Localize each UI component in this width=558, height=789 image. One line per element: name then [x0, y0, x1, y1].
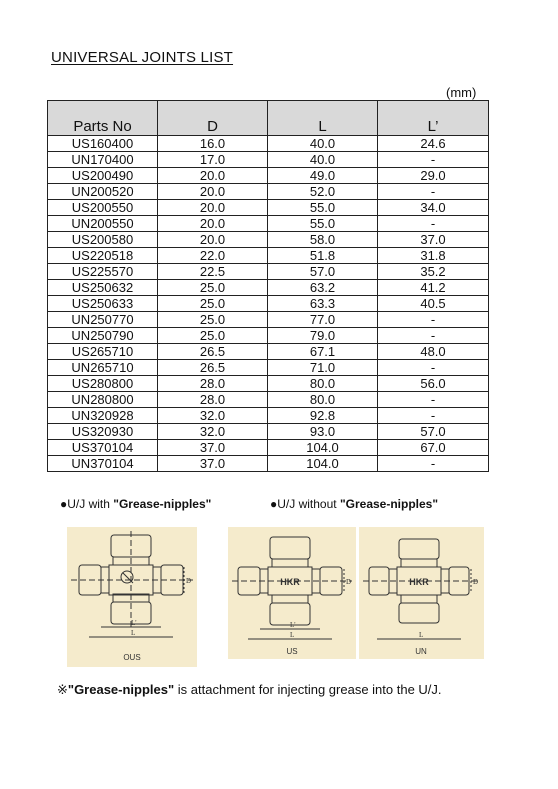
cell-l-prime: 24.6 [378, 136, 489, 152]
table-row [48, 232, 489, 248]
legend-with-bold: "Grease-nipples" [113, 497, 212, 511]
table-row [48, 328, 489, 344]
table-row [48, 168, 489, 184]
page-title: UNIVERSAL JOINTS LIST [51, 49, 234, 66]
cell-l-prime: - [378, 312, 489, 328]
cell-l-prime: 35.2 [378, 264, 489, 280]
table-row [48, 200, 489, 216]
hkr-stamp: HKR [280, 577, 300, 587]
table-row [48, 312, 489, 328]
cell-l: 71.0 [268, 360, 378, 376]
dim-d-label: D [473, 578, 479, 586]
table-row [48, 344, 489, 360]
dim-l-prime-label: L' [131, 619, 137, 627]
cell-l-prime: 40.5 [378, 296, 489, 312]
cell-l-prime: 31.8 [378, 248, 489, 264]
cell-l: 40.0 [268, 136, 378, 152]
bullet-icon: ● [270, 497, 278, 511]
table-row [48, 424, 489, 440]
cell-l-prime: - [378, 328, 489, 344]
table-row [48, 152, 489, 168]
cell-d: 25.0 [158, 312, 268, 328]
dim-l-label: L [290, 631, 295, 639]
cell-d: 25.0 [158, 296, 268, 312]
cell-l: 49.0 [268, 168, 378, 184]
cell-l: 58.0 [268, 232, 378, 248]
cell-l-prime: 67.0 [378, 440, 489, 456]
unit-label: (mm) [446, 85, 477, 100]
cell-d: 20.0 [158, 168, 268, 184]
table-row [48, 136, 489, 152]
cell-l-prime: - [378, 216, 489, 232]
cell-parts-no: UN250770 [48, 312, 158, 328]
cell-l: 55.0 [268, 200, 378, 216]
figure-caption-us: US [286, 647, 298, 656]
cell-d: 26.5 [158, 344, 268, 360]
cell-parts-no: UN320928 [48, 408, 158, 424]
cell-parts-no: UN200520 [48, 184, 158, 200]
cell-l-prime: 29.0 [378, 168, 489, 184]
figure-caption-ous: OUS [123, 653, 141, 662]
cell-l: 63.2 [268, 280, 378, 296]
dim-l-label: L [131, 629, 136, 637]
cell-parts-no: UN265710 [48, 360, 158, 376]
table-body [48, 136, 489, 472]
legend-with-prefix: U/J with [67, 497, 114, 511]
dim-d-label: D [186, 577, 192, 585]
cell-l-prime: 56.0 [378, 376, 489, 392]
table-row [48, 184, 489, 200]
legend-without-nipples [270, 497, 438, 511]
cell-parts-no: UN370104 [48, 456, 158, 472]
cell-l: 52.0 [268, 184, 378, 200]
table-row [48, 264, 489, 280]
cell-parts-no: US200580 [48, 232, 158, 248]
cell-l: 104.0 [268, 440, 378, 456]
bullet-icon: ● [60, 497, 68, 511]
cell-d: 32.0 [158, 424, 268, 440]
dim-l-prime-label: L' [290, 621, 296, 629]
cell-parts-no: US280800 [48, 376, 158, 392]
cell-d: 20.0 [158, 216, 268, 232]
cell-d: 25.0 [158, 328, 268, 344]
cell-parts-no: UN280800 [48, 392, 158, 408]
cell-l: 67.1 [268, 344, 378, 360]
cell-parts-no: US250633 [48, 296, 158, 312]
cell-parts-no: US225570 [48, 264, 158, 280]
cell-parts-no: US160400 [48, 136, 158, 152]
hkr-stamp: HKR [409, 577, 429, 587]
cell-d: 28.0 [158, 376, 268, 392]
legend-without-prefix: U/J without [277, 497, 340, 511]
cell-d: 26.5 [158, 360, 268, 376]
cell-l-prime: 48.0 [378, 344, 489, 360]
table-row [48, 360, 489, 376]
cell-d: 22.5 [158, 264, 268, 280]
reference-mark-icon: ※ [57, 682, 68, 697]
cell-l-prime: - [378, 456, 489, 472]
dim-l-label: L [419, 631, 424, 639]
table-row [48, 216, 489, 232]
legend-with-nipples [60, 497, 211, 511]
table-row [48, 456, 489, 472]
header-d: D [158, 101, 268, 136]
cell-l: 92.8 [268, 408, 378, 424]
ous-joint-drawing [67, 527, 197, 667]
cell-l: 51.8 [268, 248, 378, 264]
dim-d-label: D [346, 578, 352, 586]
cell-l: 40.0 [268, 152, 378, 168]
table-row [48, 248, 489, 264]
cell-parts-no: UN170400 [48, 152, 158, 168]
footnote [57, 682, 442, 698]
figure-background [67, 527, 197, 667]
cell-d: 37.0 [158, 456, 268, 472]
cell-l-prime: - [378, 408, 489, 424]
cell-d: 37.0 [158, 440, 268, 456]
cell-l-prime: - [378, 392, 489, 408]
universal-joints-table [47, 100, 489, 472]
figure-caption-un: UN [415, 647, 427, 656]
cell-d: 20.0 [158, 184, 268, 200]
header-l-prime: L’ [378, 101, 489, 136]
cell-l-prime: - [378, 360, 489, 376]
cell-d: 22.0 [158, 248, 268, 264]
footnote-text: is attachment for injecting grease into the U/J. [174, 682, 442, 697]
cell-parts-no: US200490 [48, 168, 158, 184]
table-row [48, 280, 489, 296]
cell-d: 20.0 [158, 232, 268, 248]
cell-l-prime: - [378, 184, 489, 200]
cell-parts-no: US370104 [48, 440, 158, 456]
cell-l: 79.0 [268, 328, 378, 344]
cell-l-prime: 37.0 [378, 232, 489, 248]
cell-l: 93.0 [268, 424, 378, 440]
cell-l: 80.0 [268, 392, 378, 408]
header-parts-no: Parts No [48, 101, 158, 136]
cell-l-prime: 57.0 [378, 424, 489, 440]
cell-d: 25.0 [158, 280, 268, 296]
cell-l: 57.0 [268, 264, 378, 280]
cell-l: 55.0 [268, 216, 378, 232]
table-row [48, 392, 489, 408]
cell-l: 104.0 [268, 456, 378, 472]
cell-parts-no: US220518 [48, 248, 158, 264]
footnote-bold: "Grease-nipples" [67, 682, 175, 697]
cell-d: 20.0 [158, 200, 268, 216]
table-header-row [48, 101, 489, 136]
legend-without-bold: "Grease-nipples" [339, 497, 439, 511]
cell-parts-no: UN200550 [48, 216, 158, 232]
cell-l-prime: 34.0 [378, 200, 489, 216]
table-row [48, 408, 489, 424]
table-row [48, 296, 489, 312]
cell-parts-no: US200550 [48, 200, 158, 216]
cell-parts-no: US265710 [48, 344, 158, 360]
cell-d: 16.0 [158, 136, 268, 152]
table-row [48, 376, 489, 392]
cell-l-prime: - [378, 152, 489, 168]
cell-d: 32.0 [158, 408, 268, 424]
un-joint-drawing [359, 527, 484, 659]
cell-d: 28.0 [158, 392, 268, 408]
cell-l: 77.0 [268, 312, 378, 328]
cell-l: 80.0 [268, 376, 378, 392]
cell-parts-no: UN250790 [48, 328, 158, 344]
table-row [48, 440, 489, 456]
cell-parts-no: US320930 [48, 424, 158, 440]
cell-l: 63.3 [268, 296, 378, 312]
cell-l-prime: 41.2 [378, 280, 489, 296]
us-joint-drawing [228, 527, 356, 659]
cell-parts-no: US250632 [48, 280, 158, 296]
cell-d: 17.0 [158, 152, 268, 168]
header-l: L [268, 101, 378, 136]
